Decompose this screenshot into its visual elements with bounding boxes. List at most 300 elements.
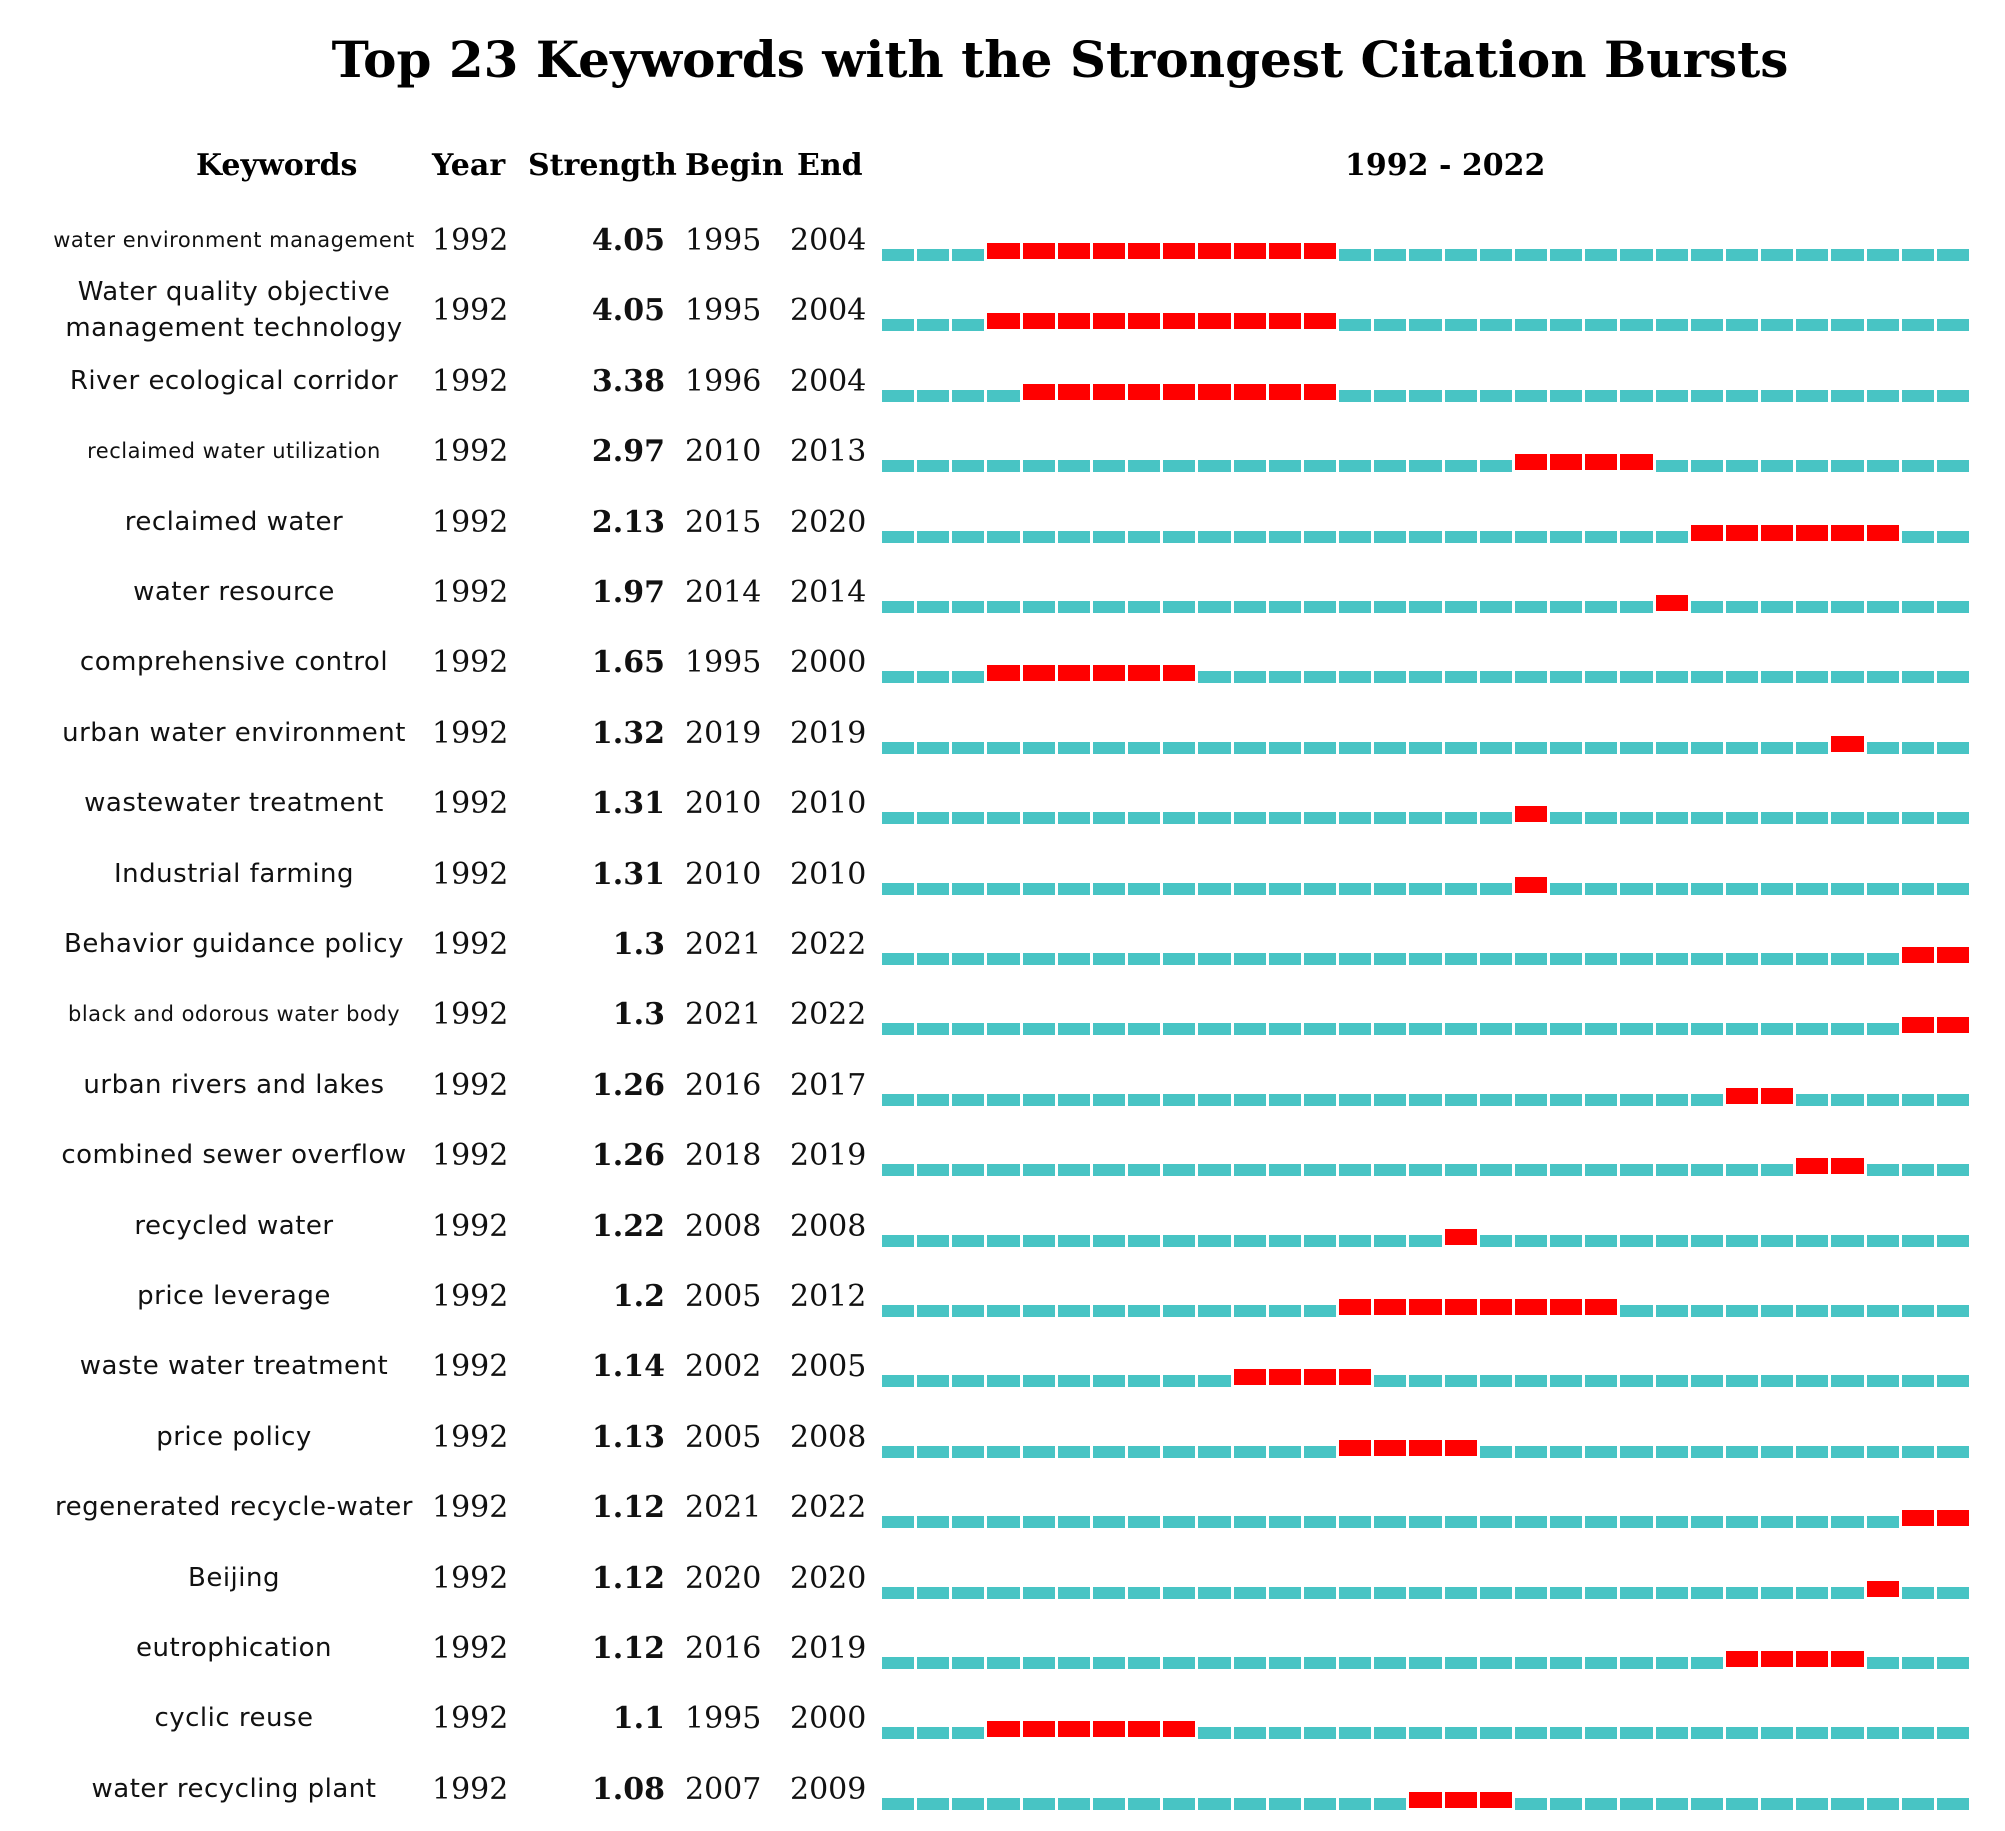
- year-segment: [1269, 1446, 1301, 1458]
- end-value: 2000: [790, 1701, 867, 1737]
- year-segment: [917, 671, 949, 683]
- year-segment: [1585, 1727, 1617, 1739]
- year-segment: [1409, 1657, 1441, 1669]
- burst-year-segment: [1409, 1299, 1441, 1315]
- burst-year-segment: [1339, 1369, 1371, 1385]
- burst-year-segment: [1163, 243, 1195, 259]
- burst-year-segment: [1304, 1369, 1336, 1385]
- year-segment: [1023, 1094, 1055, 1106]
- year-segment: [917, 1727, 949, 1739]
- begin-value: 2020: [685, 1560, 762, 1596]
- year-segment: [952, 390, 984, 402]
- header-year: Year: [432, 148, 506, 183]
- year-segment: [987, 390, 1019, 402]
- year-segment: [1726, 1305, 1758, 1317]
- year-segment: [1234, 671, 1266, 683]
- year-segment: [1234, 812, 1266, 824]
- year-segment: [1620, 1446, 1652, 1458]
- year-segment: [952, 1727, 984, 1739]
- year-segment: [1691, 249, 1723, 261]
- year-segment: [1937, 601, 1969, 613]
- year-segment: [1867, 1798, 1899, 1810]
- year-segment: [987, 742, 1019, 754]
- begin-value: 2005: [685, 1419, 762, 1455]
- year-segment: [1867, 601, 1899, 613]
- year-segment: [1374, 390, 1406, 402]
- year-segment: [952, 953, 984, 965]
- year-segment: [1515, 1587, 1547, 1599]
- burst-timeline: [882, 601, 1972, 615]
- year-segment: [952, 1516, 984, 1528]
- year-value: 1992: [432, 434, 509, 470]
- year-segment: [952, 1235, 984, 1247]
- burst-timeline: [882, 812, 1972, 826]
- year-segment: [1023, 1446, 1055, 1458]
- burst-year-segment: [1304, 243, 1336, 259]
- year-value: 1992: [432, 293, 509, 329]
- year-segment: [1198, 1727, 1230, 1739]
- year-segment: [1796, 953, 1828, 965]
- year-segment: [1831, 1516, 1863, 1528]
- burst-year-segment: [1937, 1510, 1969, 1526]
- year-segment: [917, 319, 949, 331]
- year-segment: [1902, 1657, 1934, 1669]
- year-segment: [1163, 1023, 1195, 1035]
- year-segment: [1234, 601, 1266, 613]
- strength-value: 1.12: [591, 1631, 665, 1666]
- burst-timeline: [882, 1094, 1972, 1108]
- year-segment: [1867, 883, 1899, 895]
- year-segment: [1550, 1798, 1582, 1810]
- burst-year-segment: [1550, 1299, 1582, 1315]
- burst-year-segment: [987, 1721, 1019, 1737]
- year-segment: [1198, 1235, 1230, 1247]
- burst-year-segment: [1726, 525, 1758, 541]
- year-segment: [1585, 1657, 1617, 1669]
- year-segment: [1902, 1235, 1934, 1247]
- burst-year-segment: [1445, 1440, 1477, 1456]
- burst-year-segment: [1761, 1088, 1793, 1104]
- year-segment: [1761, 249, 1793, 261]
- year-segment: [1445, 1657, 1477, 1669]
- year-segment: [1234, 1516, 1266, 1528]
- year-segment: [1128, 1798, 1160, 1810]
- burst-year-segment: [1480, 1792, 1512, 1808]
- year-segment: [1304, 1657, 1336, 1669]
- year-segment: [1304, 812, 1336, 824]
- year-segment: [1620, 953, 1652, 965]
- year-segment: [917, 1657, 949, 1669]
- year-segment: [1585, 812, 1617, 824]
- burst-year-segment: [1128, 665, 1160, 681]
- keyword-label: price leverage: [137, 1281, 331, 1311]
- year-segment: [1339, 1587, 1371, 1599]
- year-segment: [1620, 1094, 1652, 1106]
- year-segment: [1761, 671, 1793, 683]
- burst-year-segment: [1339, 1440, 1371, 1456]
- year-segment: [1550, 1657, 1582, 1669]
- year-segment: [952, 1305, 984, 1317]
- year-segment: [1234, 1657, 1266, 1669]
- year-segment: [1445, 601, 1477, 613]
- year-segment: [1867, 319, 1899, 331]
- end-value: 2020: [790, 504, 867, 540]
- end-value: 2008: [790, 1419, 867, 1455]
- year-segment: [1656, 812, 1688, 824]
- year-segment: [1691, 1023, 1723, 1035]
- burst-year-segment: [1093, 243, 1125, 259]
- year-segment: [1128, 531, 1160, 543]
- table-row: [0, 557, 2005, 627]
- year-segment: [1656, 390, 1688, 402]
- year-segment: [1058, 742, 1090, 754]
- end-value: 2013: [790, 434, 867, 470]
- burst-timeline: [882, 742, 1972, 756]
- year-segment: [1374, 1094, 1406, 1106]
- end-value: 2020: [790, 1560, 867, 1596]
- year-segment: [987, 953, 1019, 965]
- year-segment: [987, 1023, 1019, 1035]
- year-segment: [1902, 1375, 1934, 1387]
- year-segment: [1550, 1375, 1582, 1387]
- year-segment: [1796, 1375, 1828, 1387]
- year-segment: [1937, 742, 1969, 754]
- year-segment: [1761, 1023, 1793, 1035]
- burst-year-segment: [1163, 313, 1195, 329]
- year-segment: [1409, 249, 1441, 261]
- burst-timeline: [882, 1023, 1972, 1037]
- burst-year-segment: [1902, 1510, 1934, 1526]
- end-value: 2017: [790, 1067, 867, 1103]
- year-segment: [1691, 953, 1723, 965]
- begin-value: 2010: [685, 434, 762, 470]
- year-segment: [1867, 742, 1899, 754]
- year-segment: [1093, 1587, 1125, 1599]
- year-segment: [1761, 390, 1793, 402]
- year-segment: [1445, 883, 1477, 895]
- year-segment: [1128, 460, 1160, 472]
- year-segment: [1409, 390, 1441, 402]
- begin-value: 1995: [685, 1701, 762, 1737]
- year-segment: [1937, 883, 1969, 895]
- year-segment: [1867, 1094, 1899, 1106]
- year-segment: [1867, 953, 1899, 965]
- year-segment: [1128, 1375, 1160, 1387]
- year-segment: [882, 1235, 914, 1247]
- begin-value: 2021: [685, 1490, 762, 1526]
- year-segment: [1515, 1727, 1547, 1739]
- year-segment: [1339, 460, 1371, 472]
- strength-value: 1.26: [591, 1138, 665, 1174]
- year-segment: [987, 531, 1019, 543]
- year-segment: [1691, 460, 1723, 472]
- year-segment: [1585, 883, 1617, 895]
- year-segment: [1902, 883, 1934, 895]
- year-segment: [1163, 812, 1195, 824]
- burst-year-segment: [1691, 525, 1723, 541]
- burst-year-segment: [987, 313, 1019, 329]
- strength-value: 1.1: [612, 1701, 665, 1737]
- strength-value: 2.97: [591, 434, 665, 470]
- year-segment: [1480, 601, 1512, 613]
- year-segment: [1761, 319, 1793, 331]
- begin-value: 1995: [685, 645, 762, 681]
- year-segment: [1409, 319, 1441, 331]
- begin-value: 2010: [685, 856, 762, 892]
- table-row: [0, 1683, 2005, 1753]
- year-value: 1992: [432, 363, 509, 399]
- year-segment: [1198, 1657, 1230, 1669]
- year-segment: [1902, 1727, 1934, 1739]
- year-segment: [917, 1094, 949, 1106]
- year-segment: [1620, 1657, 1652, 1669]
- year-segment: [1023, 460, 1055, 472]
- year-segment: [1550, 601, 1582, 613]
- year-segment: [1374, 1375, 1406, 1387]
- year-segment: [1550, 1446, 1582, 1458]
- burst-year-segment: [1023, 313, 1055, 329]
- year-segment: [1761, 812, 1793, 824]
- year-segment: [1339, 883, 1371, 895]
- year-segment: [1374, 1516, 1406, 1528]
- year-segment: [1093, 883, 1125, 895]
- year-segment: [1445, 953, 1477, 965]
- year-segment: [1691, 1305, 1723, 1317]
- year-segment: [917, 1798, 949, 1810]
- year-segment: [1656, 1727, 1688, 1739]
- year-segment: [1550, 671, 1582, 683]
- year-segment: [1339, 1516, 1371, 1528]
- year-segment: [917, 1587, 949, 1599]
- year-segment: [917, 812, 949, 824]
- year-segment: [952, 319, 984, 331]
- begin-value: 2021: [685, 997, 762, 1033]
- year-value: 1992: [432, 575, 509, 610]
- year-segment: [1163, 883, 1195, 895]
- table-row: [0, 1331, 2005, 1401]
- year-segment: [1304, 1587, 1336, 1599]
- year-segment: [1163, 1446, 1195, 1458]
- year-segment: [1374, 953, 1406, 965]
- keyword-label: reclaimed water utilization: [87, 439, 381, 464]
- keyword-label: River ecological corridor: [69, 365, 399, 396]
- table-row: [0, 839, 2005, 909]
- strength-value: 1.14: [591, 1349, 665, 1385]
- burst-timeline: [882, 1164, 1972, 1178]
- year-segment: [1163, 1798, 1195, 1810]
- year-segment: [882, 1446, 914, 1458]
- year-segment: [1234, 1023, 1266, 1035]
- year-segment: [1656, 460, 1688, 472]
- year-segment: [1620, 390, 1652, 402]
- year-segment: [1796, 390, 1828, 402]
- end-value: 2010: [790, 786, 867, 822]
- year-segment: [1796, 1094, 1828, 1106]
- begin-value: 2015: [685, 504, 762, 540]
- begin-value: 2005: [685, 1279, 762, 1314]
- year-value: 1992: [432, 1490, 509, 1526]
- year-segment: [1585, 1587, 1617, 1599]
- year-segment: [1902, 601, 1934, 613]
- year-segment: [1480, 1164, 1512, 1176]
- burst-year-segment: [1831, 1651, 1863, 1667]
- year-segment: [1023, 1587, 1055, 1599]
- year-segment: [1374, 460, 1406, 472]
- year-segment: [1445, 671, 1477, 683]
- year-segment: [1550, 1727, 1582, 1739]
- year-segment: [1831, 883, 1863, 895]
- year-segment: [1585, 1094, 1617, 1106]
- year-segment: [1198, 601, 1230, 613]
- year-segment: [1620, 249, 1652, 261]
- year-segment: [1304, 1094, 1336, 1106]
- year-segment: [1515, 1657, 1547, 1669]
- year-segment: [1409, 1727, 1441, 1739]
- strength-value: 1.2: [612, 1279, 665, 1314]
- year-segment: [1269, 812, 1301, 824]
- year-segment: [1234, 460, 1266, 472]
- year-segment: [1163, 953, 1195, 965]
- year-segment: [1902, 671, 1934, 683]
- year-segment: [1409, 1375, 1441, 1387]
- year-segment: [1480, 953, 1512, 965]
- year-segment: [1620, 812, 1652, 824]
- year-segment: [1269, 1657, 1301, 1669]
- year-value: 1992: [432, 1419, 509, 1455]
- year-segment: [952, 460, 984, 472]
- burst-year-segment: [1128, 313, 1160, 329]
- year-segment: [1867, 249, 1899, 261]
- year-segment: [1269, 883, 1301, 895]
- year-segment: [1796, 601, 1828, 613]
- year-segment: [1937, 460, 1969, 472]
- year-segment: [1093, 742, 1125, 754]
- year-segment: [1409, 1235, 1441, 1247]
- table-row: [0, 1754, 2005, 1824]
- year-segment: [1093, 1164, 1125, 1176]
- year-segment: [1550, 883, 1582, 895]
- year-value: 1992: [432, 1560, 509, 1596]
- year-segment: [1831, 1727, 1863, 1739]
- burst-year-segment: [1339, 1299, 1371, 1315]
- year-segment: [1304, 1446, 1336, 1458]
- burst-year-segment: [1093, 313, 1125, 329]
- year-value: 1992: [432, 927, 509, 962]
- year-segment: [1304, 953, 1336, 965]
- year-segment: [1550, 742, 1582, 754]
- year-segment: [1656, 1516, 1688, 1528]
- year-segment: [1691, 1164, 1723, 1176]
- end-value: 2022: [790, 927, 867, 962]
- year-segment: [1128, 1446, 1160, 1458]
- year-segment: [1304, 460, 1336, 472]
- year-segment: [1550, 319, 1582, 331]
- year-segment: [917, 953, 949, 965]
- year-segment: [952, 1446, 984, 1458]
- year-segment: [1198, 1798, 1230, 1810]
- table-row: [0, 627, 2005, 697]
- strength-value: 1.08: [591, 1771, 665, 1807]
- year-segment: [1761, 1235, 1793, 1247]
- year-segment: [1620, 883, 1652, 895]
- year-segment: [1937, 1235, 1969, 1247]
- year-segment: [1198, 460, 1230, 472]
- year-segment: [1198, 1375, 1230, 1387]
- burst-year-segment: [1269, 1369, 1301, 1385]
- year-segment: [1902, 390, 1934, 402]
- year-segment: [1304, 1235, 1336, 1247]
- keyword-label: waste water treatment: [79, 1351, 389, 1382]
- year-segment: [1269, 1094, 1301, 1106]
- year-segment: [1480, 1023, 1512, 1035]
- year-segment: [1304, 1164, 1336, 1176]
- year-segment: [1198, 812, 1230, 824]
- burst-year-segment: [1902, 947, 1934, 963]
- keyword-label: wastewater treatment: [84, 788, 384, 819]
- year-segment: [1796, 1446, 1828, 1458]
- year-segment: [952, 601, 984, 613]
- year-segment: [1374, 1235, 1406, 1247]
- year-segment: [1515, 1023, 1547, 1035]
- year-segment: [1761, 1727, 1793, 1739]
- year-segment: [1691, 1446, 1723, 1458]
- year-segment: [1445, 1164, 1477, 1176]
- burst-year-segment: [1374, 1440, 1406, 1456]
- year-segment: [987, 1235, 1019, 1247]
- year-segment: [1691, 601, 1723, 613]
- year-segment: [1620, 1587, 1652, 1599]
- year-segment: [1058, 812, 1090, 824]
- year-segment: [1023, 1798, 1055, 1810]
- year-segment: [1656, 319, 1688, 331]
- year-segment: [1761, 883, 1793, 895]
- year-segment: [1691, 1094, 1723, 1106]
- year-segment: [1198, 1446, 1230, 1458]
- year-segment: [917, 742, 949, 754]
- year-segment: [1128, 1305, 1160, 1317]
- burst-timeline: [882, 1657, 1972, 1671]
- burst-year-segment: [1234, 243, 1266, 259]
- year-segment: [1128, 601, 1160, 613]
- year-segment: [1831, 1305, 1863, 1317]
- year-segment: [917, 249, 949, 261]
- year-segment: [1058, 1235, 1090, 1247]
- year-segment: [1620, 1727, 1652, 1739]
- year-segment: [1058, 1305, 1090, 1317]
- year-segment: [1761, 953, 1793, 965]
- year-segment: [1831, 249, 1863, 261]
- burst-year-segment: [1058, 243, 1090, 259]
- end-value: 2004: [790, 293, 867, 329]
- year-segment: [1374, 249, 1406, 261]
- strength-value: 1.3: [612, 997, 665, 1033]
- year-segment: [1304, 883, 1336, 895]
- burst-timeline: [882, 1446, 1972, 1460]
- burst-year-segment: [1409, 1440, 1441, 1456]
- year-segment: [1128, 1164, 1160, 1176]
- burst-year-segment: [1515, 806, 1547, 822]
- year-segment: [987, 1375, 1019, 1387]
- year-segment: [1515, 742, 1547, 754]
- begin-value: 2014: [685, 575, 762, 610]
- year-segment: [1585, 1446, 1617, 1458]
- year-segment: [1093, 1657, 1125, 1669]
- header-end: End: [797, 148, 863, 183]
- burst-year-segment: [1796, 1651, 1828, 1667]
- burst-year-segment: [1023, 243, 1055, 259]
- year-segment: [1058, 531, 1090, 543]
- year-segment: [952, 1375, 984, 1387]
